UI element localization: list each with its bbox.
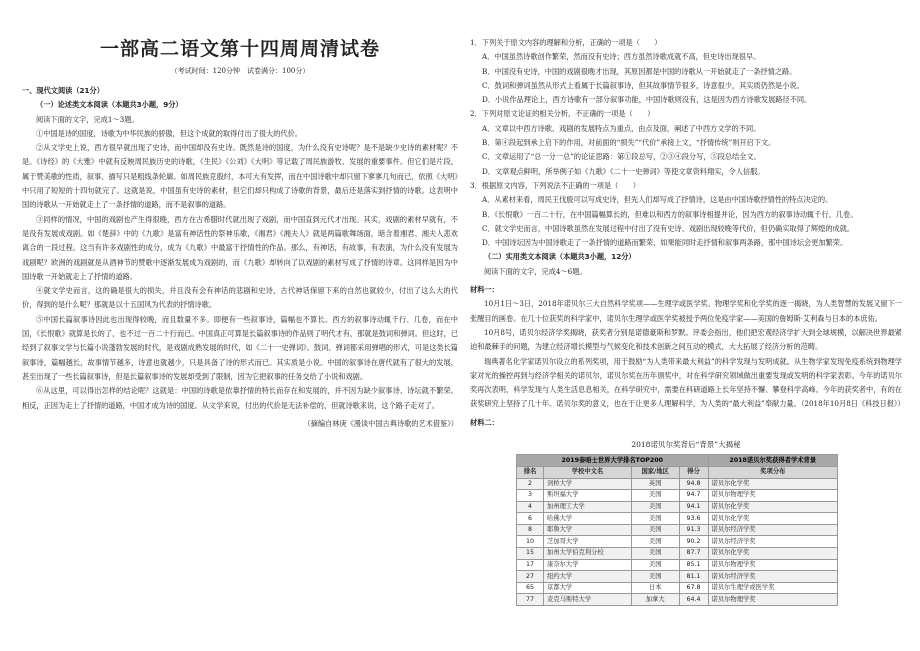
table-cell: 美国 — [631, 490, 679, 502]
table-cell: 纽约大学 — [544, 571, 632, 583]
table-cell: 94.8 — [679, 478, 708, 490]
table-column-headers — [517, 466, 838, 478]
question-option: A．文章以中西方诗歌、戏剧的发展特点为重点，由点及面，阐述了中西方文学的不同。 — [482, 123, 761, 133]
material1-label: 材料一： — [470, 285, 499, 295]
column-header: 排名 — [517, 466, 544, 478]
table-row — [517, 536, 838, 548]
table-cell: 93.6 — [679, 513, 708, 525]
table-title: 2018诺贝尔奖背后“背景”大揭秘 — [631, 440, 741, 450]
table-cell: 哈佛大学 — [544, 513, 632, 525]
table-row — [517, 582, 838, 594]
table-cell: 65 — [517, 582, 544, 594]
passage-paragraph: ④就文学史而言，这的确是很大的损失，并且没有会有神话的悲剧和史诗，古代神话保留下来的自然也就较少，付出了这么大的代价，得到的是什么呢？那就是以十五国风为代表的抒情诗歌。 — [22, 286, 458, 310]
table-cell: 诺贝尔经济学奖 — [708, 571, 837, 583]
column-header: 国家/地区 — [631, 466, 679, 478]
table-body — [517, 466, 838, 605]
question-stem: 2．下列对原文论证的相关分析，不正确的一项是（ ） — [470, 109, 655, 119]
table-row — [517, 559, 838, 571]
table-cell: 诺贝尔物理学奖 — [708, 559, 837, 571]
question-option: D．文章观点鲜明，所举例子如《九歌》《二十一史弹词》等使文章资料翔实，令人信服。 — [482, 166, 765, 176]
section-heading: 一、现代文阅读（21分） — [22, 86, 104, 95]
table-group-header: 2019泰晤士世界大学排名TOP200 — [517, 455, 709, 467]
column-header: 得分 — [679, 466, 708, 478]
table-cell: 康奈尔大学 — [544, 559, 632, 571]
part1-instruction: 阅读下面的文字，完成1～3题。 — [36, 114, 139, 124]
table-cell: 美国 — [631, 559, 679, 571]
table-row — [517, 548, 838, 560]
right-column — [470, 0, 905, 606]
table-cell: 90.2 — [679, 536, 708, 548]
table-cell: 诺贝尔化学奖 — [708, 501, 837, 513]
table-cell: 诺贝尔化学奖 — [708, 478, 837, 490]
question-option: B．中国没有史诗，中国的戏剧很晚才出现，其原因都是中国的诗歌从一开始就走了一条抒情之路。 — [482, 66, 797, 76]
table-cell: 美国 — [631, 548, 679, 560]
passage-paragraph: ②从文学史上说，西方很早就出现了史诗，而中国却没有史诗。既然是诗的国度，为什么没有史诗呢？是不是缺少史诗的素材呢？不是。《诗经》的《大雅》中就有反映周民族历史的诗歌，《生民》《公刘》《大明》等记载了周民族游牧、发展的重要事件。但它们是片段，属于赞美歌的性质，叙事、描写只是粗线条轮廓。如周民族克殷纣，本可大有发挥，而在中国诗歌中却只留下寥寥几句而已，依照《大明》中只用了短短的十四句就完了。这就是说，中国虽有史诗的素材，但它们却只构成了诗歌的背景，最后还是落实到抒情的诗歌。这表明中国的诗歌从一开始就走上了一条抒情的道路，而不是叙事的道路。 — [22, 143, 458, 210]
exam-info: （考试时间：120分钟 试卷满分：100分） — [170, 67, 310, 75]
table-cell: 81.1 — [679, 571, 708, 583]
table-cell: 英国 — [631, 478, 679, 490]
table-cell: 麦克马斯特大学 — [544, 594, 632, 606]
table-cell: 剑桥大学 — [544, 478, 632, 490]
table-cell: 8 — [517, 524, 544, 536]
material2-label: 材料二： — [470, 417, 499, 427]
table-cell: 4 — [517, 501, 544, 513]
material-paragraph: 瑞典著名化学家诺贝尔设立的系列奖项，用于鼓励“为人类带来最大利益”的科学发现与发明成就。从生物学家发现免疫系统到物理学家对光的操控再到与经济学相关的诺贝尔，诺贝尔奖在历年颁奖中，对在科学研究领域做出重要发现或发明的科学家表彰。今年的诺贝尔奖再次表明，科学发现与人类生活息息相关，在科学研究中，需要在科研道路上长年坚持不懈、攀登科学高峰。今年的获奖者中，有的在获奖研究上坚持了几十年。诺贝尔奖的意义，也在于让更多人理解科学，为人类的“最大利益”奉献力量。（2018年10月8日《科技日报》） — [470, 356, 905, 409]
table-cell: 85.1 — [679, 559, 708, 571]
table-cell: 10 — [517, 536, 544, 548]
question-option: B．《长恨歌》一百二十行，在中国篇幅算长的，但难以和西方的叙事诗相提并论，因为西方的叙事诗动辄千行、几卷。 — [482, 209, 858, 219]
passage-paragraph: ①中国是诗的国度，诗歌为中华民族的骄傲，但这个成就的取得付出了很大的代价。 — [36, 128, 302, 138]
question-option: D．小说作品理论上，西方诗歌有一部分叙事功能，中国诗歌则没有，这是因为西方诗歌发展路径不同。 — [482, 95, 812, 105]
question-option: A．从素材来看，周民王伐殷可以写成史诗，但先人们却写成了抒情诗，这是由中国诗歌抒情性的特点决定的。 — [482, 195, 833, 205]
part2-instruction: 阅读下面的文字，完成4～6题。 — [484, 266, 587, 276]
table-cell: 美国 — [631, 524, 679, 536]
table-cell: 芝加哥大学 — [544, 536, 632, 548]
left-column — [22, 0, 458, 431]
part1-heading: （一）论述类文本阅读（本题共3小题，9分） — [36, 100, 183, 110]
question-option: C．就文学史而言，中国诗歌虽然在发展过程中付出了没有史诗、戏剧出现较晚等代价，但仍确实取得了辉煌的成就。 — [482, 223, 855, 233]
table-cell: 诺贝尔经济学奖 — [708, 524, 837, 536]
question-stem: 3．根据原文内容，下列说法不正确的一项是（ ） — [470, 180, 640, 190]
table-cell: 诺贝尔物理学奖 — [708, 490, 837, 502]
question-option: B．第④段起到承上启下的作用，对前面的“损失”“代价”承接上文，“抒情传统”则开启下文。 — [482, 138, 776, 148]
table-cell: 加州理工大学 — [544, 501, 632, 513]
table-cell: 美国 — [631, 513, 679, 525]
table-cell: 诺贝尔化学奖 — [708, 513, 837, 525]
exam-title: 一部高二语文第十四周周清试卷 — [99, 38, 380, 60]
part2-heading: （二）实用类文本阅读（本题共3小题，12分） — [484, 252, 636, 262]
nobel-table — [516, 454, 838, 606]
table-cell: 67.8 — [679, 582, 708, 594]
question-option: C．文章运用了“总一分一总”的论证思路：第①段总写，②③④段分写，⑤段总结全文。 — [482, 152, 761, 162]
table-cell: 加州大学伯克利分校 — [544, 548, 632, 560]
table-group-header: 2018诺贝尔奖获得者学术背景 — [708, 455, 837, 467]
table-row — [517, 594, 838, 606]
table-cell: 美国 — [631, 536, 679, 548]
table-row — [517, 478, 838, 490]
passage-paragraph: ③同样的情况，中国的戏剧也产生得很晚，西方在古希腊时代就出现了戏剧，而中国直到元代才出现。其实，戏剧的素材早就有，不是没有发展成戏剧。如《楚辞》中的《九歌》是富有神话性的祭神乐歌，《湘君》《湘夫人》就是两篇歌舞场面，暗含着湘君、湘夫人悲欢离合的一段过程。这当有许多戏剧性的成分，成为《九歌》中最富于抒情性的作品。那么，有神话，有故事，有表演，为什么没有发展为戏剧呢？欧洲的戏剧就是从酒神节的赞歌中逐渐发展成为戏剧的，而《九歌》却转向了以戏剧的素材写成了抒情的诗章。这同样是因为中国诗歌一开始就走上了抒情的道路。 — [22, 214, 458, 281]
question-option: C．鼓词和弹词虽然从形式上看属于长篇叙事诗，但其故事情节很多，诗意很少，其实质仍然是小说。 — [482, 80, 804, 90]
column-header: 学校中文名 — [544, 466, 632, 478]
table-cell: 3 — [517, 490, 544, 502]
column-header: 奖项分布 — [708, 466, 837, 478]
question-stem: 1．下列关于原文内容的理解和分析，正确的一项是（ ） — [470, 38, 662, 47]
table-cell: 日本 — [631, 582, 679, 594]
table-cell: 64.4 — [679, 594, 708, 606]
table-cell: 美国 — [631, 571, 679, 583]
table-cell: 87.7 — [679, 548, 708, 560]
material-paragraph: 10月1日～3日，2018年诺贝尔三大自然科学奖项——生理学或医学奖、物理学奖和化学奖的逐一揭晓，为人类智慧的发展又留下一张醒目的画卷。在几十位获奖的科学家中，诺贝尔生理学或医学奖被授予两位免疫学家——美国的詹姆斯·艾利森与日本的本庶佑。 — [470, 299, 902, 323]
material-paragraph: 10月8号，诺贝尔经济学奖揭晓，获奖者分别是诺德豪斯和罗默。评委会指出，他们把宏观经济学扩大到全球规模，以解决世界最紧迫和最棘手的问题，为建立经济增长模型与气候变化和技术创新之间互动的模式，大大拓展了经济分析的范畴。 — [470, 327, 902, 352]
table-cell: 耶鲁大学 — [544, 524, 632, 536]
table-cell: 京都大学 — [544, 582, 632, 594]
table-cell: 91.3 — [679, 524, 708, 536]
table-cell: 斯坦福大学 — [544, 490, 632, 502]
passage-source: （摘编自林庚《漫谈中国古典诗歌的艺术借鉴》） — [303, 418, 458, 428]
table-cell: 诺贝尔生理学或医学奖 — [708, 582, 837, 594]
table-cell: 77 — [517, 594, 544, 606]
table-cell: 诺贝尔经济学奖 — [708, 536, 837, 548]
table-cell: 2 — [517, 478, 544, 490]
table-cell: 94.7 — [679, 490, 708, 502]
passage-paragraph: ⑥从这里，可以得出怎样的结论呢？这就是：中国的诗歌是依靠抒情的特长而存在和发展的，并不因为缺少叙事诗、诗坛就不繁荣。相反，正因为走上了抒情的道路，中国才成为诗的国度。从文学来说，付出的代价是无法补偿的，但就诗歌来说，这个路子走对了。 — [22, 386, 458, 410]
table-cell: 诺贝尔化学奖 — [708, 548, 837, 560]
table-row — [517, 524, 838, 536]
table-cell: 94.1 — [679, 501, 708, 513]
table-row — [517, 490, 838, 502]
table-row — [517, 571, 838, 583]
table-cell: 17 — [517, 559, 544, 571]
question-option: D．中国诗坛因为中国诗歌走了一条抒情的道路而繁荣，如果能同时走抒情和叙事两条路，那中国诗坛会更加繁荣。 — [482, 238, 848, 248]
passage-paragraph: ⑤中国长篇叙事诗因此也出现得较晚，而且数量不多。即便有一些叙事诗，篇幅也不算长。西方的叙事诗动辄千行、几卷，而在中国，《长恨歌》就算是长的了，也不过一百二十行而已。中国真正可算是长篇叙事诗的作品则了明代才有，那就是鼓词和弹词。但这时，已经到了叙事文学与长篇小说蓬勃发展的时代，是戏剧成熟发展的时代，如《二十一史弹词》。鼓词、弹词都采用弹唱的形式，可是这类长篇叙事诗，篇幅越长，故事情节越多，诗意也就越少，只是具备了诗的形式而已。其实质是小说。中国的叙事诗在唐代就有了很大的发展，甚至出现了一些长篇叙事诗，但是长篇叙事诗的发展却受到了限制，因为它把叙事的任务交给了小说和戏剧。 — [22, 314, 458, 381]
question-option: A．中国虽然诗歌创作繁荣，然而没有史诗；西方虽然诗歌成就不高，但史诗出现很早。 — [482, 52, 761, 62]
table-cell: 诺贝尔物理学奖 — [708, 594, 837, 606]
table-cell: 加拿大 — [631, 594, 679, 606]
table-cell: 美国 — [631, 501, 679, 513]
table-row — [517, 501, 838, 513]
table-cell: 27 — [517, 571, 544, 583]
table-cell: 6 — [517, 513, 544, 525]
table-cell: 15 — [517, 548, 544, 560]
table-row — [517, 513, 838, 525]
